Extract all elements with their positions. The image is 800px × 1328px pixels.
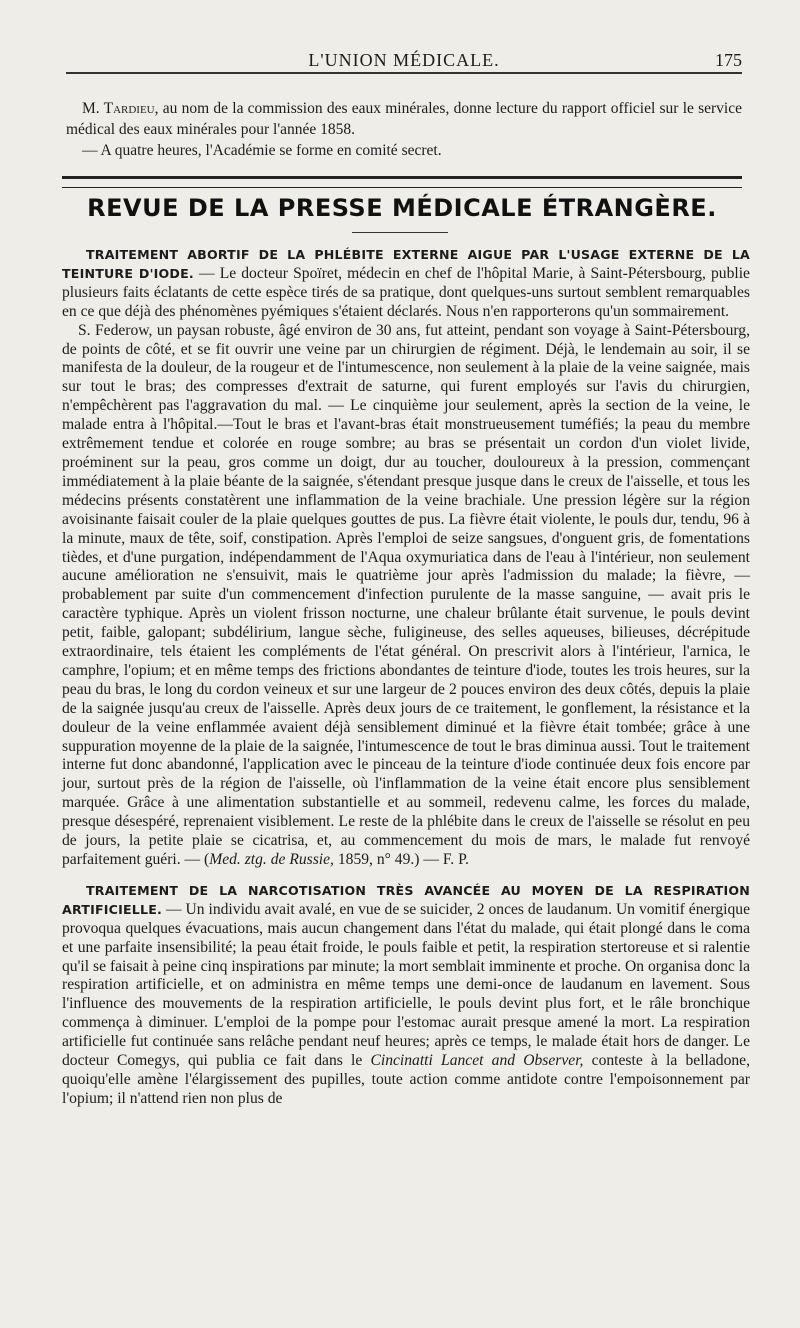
article-1-intro-text: — Le docteur Spoïret, médecin en chef de l'hôpital Marie, à Saint-Pétersbourg, publie plusieurs faits éclatants de cette espèce tirés de sa pratique, dont quelques-uns surtout semblent remarquables en ce que déjà des phénomènes pyémiques s'étaient déclarés. Nous n'en rapporterons qu'un sommairement. [62,264,750,320]
article-1-case-text: S. Federow, un paysan robuste, âgé environ de 30 ans, fut atteint, pendant son voyage à Saint-Pétersbourg, de points de côté, et se fit ouvrir une veine par un chirurgien de régiment. Déjà, le lendemain au soir, il se manifesta de la douleur, de la rougeur et de l'intumescence, non seulement à la plaie de la veine saignée, mais sur tout le bras; des compresses d'extrait de saturne, qui furent employés sur l'avis du chirurgien, n'empêchèrent pas l'aggravation du mal. — Le cinquième jour seulement, après la section de la veine, le malade entra à l'hôpital.—Tout le bras et l'avant-bras était monstrueusement tuméfiés; la peau du membre extrêmement tendue et colorée en rouge sombre; au bras se présentait un cordon d'un violet livide, proéminent sur la peau, gros comme un doigt, dur au toucher, douloureux à la pression, commençant immédiatement à la plaie béante de la saignée, s'étendant presque jusque dans le creux de l'aisselle, et tous les médecins présents constatèrent une inflammation de la veine brachiale. Une pression légère sur la région avoisinante faisait couler de la plaie quelques gouttes de pus. La fièvre était violente, le pouls dur, tendu, 96 à la minute, maux de tête, soif, constipation. Après l'emploi de seize sangsues, d'onguent gris, de fomentations tièdes, et d'une purgation, indépendamment de l'Aqua oxymuriatica dans de l'eau à l'intérieur, non seulement aucune amélioration ne s'ensuivit, mais le quatrième jour après l'admission du malade; la fièvre, — probablement par suite d'un commencement d'infection purulente de la masse sanguine, — avait pris le caractère typhique. Après un violent frisson nocturne, une chaleur brûlante était survenue, le pouls devint petit, faible, galopant; subdélirium, langue sèche, fuligineuse, des selles aqueuses, bilieuses, décrépitude extraordinaire, tels étaient les compléments de l'état général. On prescrivit alors à l'intérieur, l'arnica, le camphre, l'opium; et en même temps des frictions abondantes de teinture d'iode, toutes les trois heures, sur la peau du bras, le long du cordon veineux et sur une largeur de 2 pouces environ des deux côtés, depuis la plaie de la saignée jusqu'au creux de l'aisselle. Après deux jours de ce traitement, le gonflement, la résistance et la douleur de la veine enflammée avaient déjà sensiblement diminué et la fièvre était tombée; grâce à une suppuration moyenne de la plaie de la saignée, l'intumescence de tout le bras diminua aussi. Tout le traitement interne fut donc abandonné, l'application avec le pinceau de la teinture d'iode continuée deux fois encore par jour, surtout près de la région de l'aisselle, où l'inflammation de la veine était encore plus sensiblement marquée. Grâce à une alimentation substantielle et au sommeil, redevenu calme, les forces du malade, presque désespéré, reprenaient visiblement. Le reste de la phlébite dans le creux de l'aisselle se résolut en peu de jours, la petite plaie se cicatrisa, et, au commencement du mois de mars, le malade fut renvoyé parfaitement guéri. — ( [62,321,750,868]
journal-title: L'UNION MÉDICALE. [308,50,500,70]
article-1-paragraph-2 [62,322,750,870]
short-divider [352,232,448,233]
intro-paragraph-2: — A quatre heures, l'Académie se forme en comité secret. [82,142,442,159]
intro-paragraph-1-text: , au nom de la commission des eaux minérales, donne lecture du rapport officiel sur le service médical des eaux minérales pour l'année 1858. [66,100,742,138]
article-2-journal: Cincinatti Lancet and Observer, [370,1052,584,1070]
article-2-text-end: conteste à la belladone, quoiqu'elle amène l'élargissement des pupilles, toute action comme antidote contre l'empoisonnement par l'opium; il n'attend rien non plus de [62,1052,750,1107]
article-2-heading: TRAITEMENT DE LA NARCOTISATION TRÈS AVANCÉE AU MOYEN DE LA RESPIRATION ARTIFICIELLE. [62,882,750,917]
page-number: 175 [715,50,742,70]
article-1-heading: TRAITEMENT ABORTIF DE LA PHLÉBITE EXTERNE AIGUE PAR L'USAGE EXTERNE DE LA TEINTURE D'IODE. [62,247,750,281]
article-1-citation: Med. ztg. de Russie, [209,851,334,868]
speaker-name: M. Tardieu [82,100,155,117]
article-2-paragraph-1 [62,882,750,1109]
article-1-citation-end: 1859, n° 49.) — F. P. [333,851,469,868]
article-body [62,246,750,1109]
intro-paragraph-1 [66,98,742,140]
double-rule [62,176,742,188]
section-title: REVUE DE LA PRESSE MÉDICALE ÉTRANGÈRE. [87,194,717,222]
article-1-paragraph-1 [62,246,750,322]
running-header [66,50,742,74]
intro-block [66,98,742,161]
article-2-text: — Un individu avait avalé, en vue de se suicider, 2 onces de laudanum. Un vomitif énergique provoqua quelques évacuations, mais aucun changement dans l'état du malade, qui était plongé dans le coma et une parfaite insensibilité; la peau était froide, le pouls faible et petit, la respiration stertoreuse et si ralentie qu'il se faisait à peine cinq inspirations par minute; la mort semblait imminente et proche. On organisa donc la respiration artificielle, et on administra en même temps une demi-once de laudanum en lavement. Sous l'influence des mouvements de la respiration artificielle, le pouls devint plus fort, et le râle bronchique commença à diminuer. L'emploi de la pompe pour l'estomac aurait presque amené la mort. La respiration artificielle fut continuée sans relâche pendant neuf heures; après ce temps, le malade était hors de danger. Le docteur Comegys, qui publia ce fait dans le [62,900,750,1070]
